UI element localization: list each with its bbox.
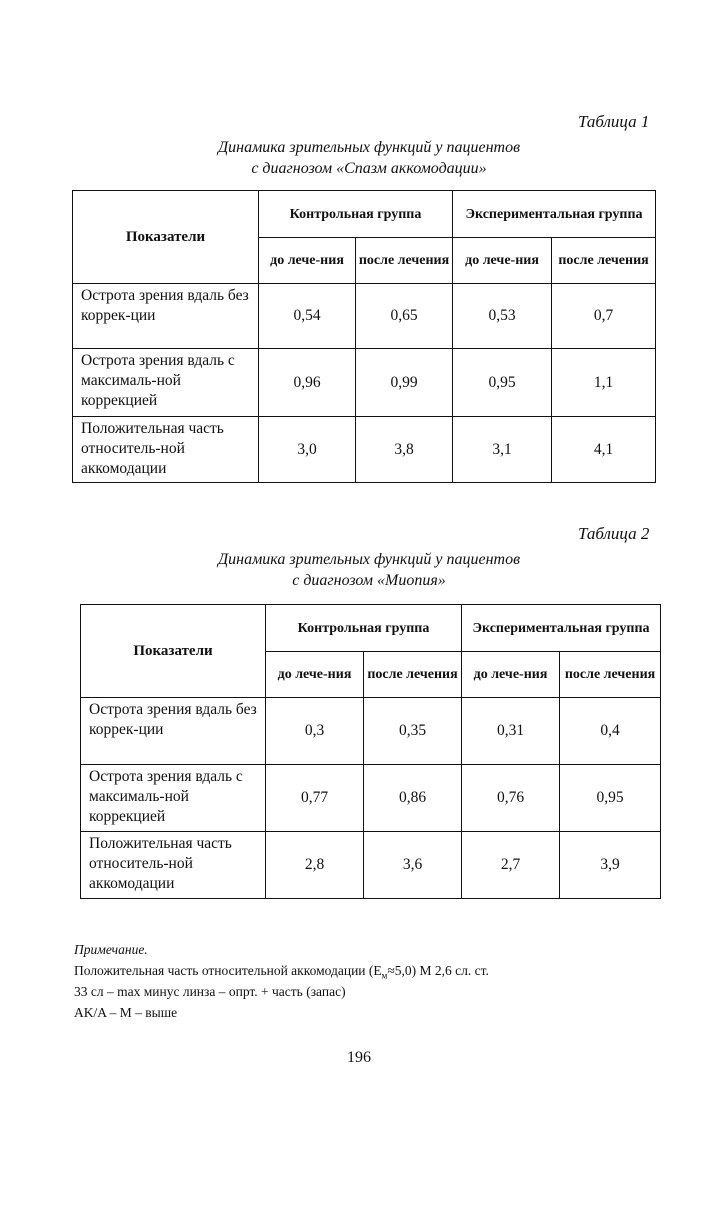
value-cell: 3,6 xyxy=(364,832,462,899)
value-cell: 0,54 xyxy=(259,284,356,349)
note-line-1-subscript: м xyxy=(381,970,388,981)
table-row xyxy=(73,417,656,483)
value-cell: 0,65 xyxy=(356,284,453,349)
row-name: Острота зрения вдаль с максималь-ной коррекцией xyxy=(81,765,266,832)
value-cell: 3,8 xyxy=(356,417,453,483)
value-cell: 0,95 xyxy=(560,765,661,832)
note-line-3: AK/A – M – выше xyxy=(74,1005,178,1020)
value-cell: 0,31 xyxy=(462,698,560,765)
note-title-text: Примечание. xyxy=(74,942,148,957)
table-row xyxy=(81,832,661,899)
header-control-after: после лечения xyxy=(364,652,462,698)
value-cell: 2,8 xyxy=(266,832,364,899)
header-indicators: Показатели xyxy=(81,605,266,698)
header-experimental-before: до лече-ния xyxy=(462,652,560,698)
value-cell: 0,99 xyxy=(356,349,453,417)
note-line-1-part-b: ≈5,0) М 2,6 сл. ст. xyxy=(387,963,489,978)
note-title xyxy=(74,939,148,960)
table-2-label: Таблица 2 xyxy=(578,524,650,543)
value-cell: 0,7 xyxy=(552,284,656,349)
value-cell: 0,96 xyxy=(259,349,356,417)
note-line-1-part-a: Положительная часть относительной аккомодации (E xyxy=(74,963,382,978)
value-cell: 1,1 xyxy=(552,349,656,417)
table-row xyxy=(73,284,656,349)
table-1-label: Таблица 1 xyxy=(578,112,650,131)
table-row xyxy=(81,765,661,832)
header-experimental-group: Экспериментальная группа xyxy=(462,605,661,652)
value-cell: 0,53 xyxy=(453,284,552,349)
row-name: Острота зрения вдаль с максималь-ной коррекцией xyxy=(73,349,259,417)
header-experimental-after: после лечения xyxy=(560,652,661,698)
value-cell: 0,77 xyxy=(266,765,364,832)
value-cell: 3,9 xyxy=(560,832,661,899)
table-2-caption-line-2: с диагнозом «Миопия» xyxy=(292,572,446,589)
table-1-caption-line-1: Динамика зрительных функций у пациентов xyxy=(217,139,521,156)
header-experimental-group: Экспериментальная группа xyxy=(453,191,656,238)
table-2-caption-line-1: Динамика зрительных функций у пациентов xyxy=(217,551,521,568)
value-cell: 4,1 xyxy=(552,417,656,483)
table-1 xyxy=(72,190,656,483)
value-cell: 3,0 xyxy=(259,417,356,483)
note-line-2: 33 сл – max минус линза – опрт. + часть (запас) xyxy=(74,984,346,999)
header-control-after: после лечения xyxy=(356,238,453,284)
value-cell: 0,3 xyxy=(266,698,364,765)
page-number: 196 xyxy=(347,1049,371,1066)
header-indicators: Показатели xyxy=(73,191,259,284)
row-name: Острота зрения вдаль без коррек-ции xyxy=(73,284,259,349)
header-control-before: до лече-ния xyxy=(259,238,356,284)
table-2 xyxy=(80,604,661,899)
value-cell: 0,76 xyxy=(462,765,560,832)
header-control-before: до лече-ния xyxy=(266,652,364,698)
header-experimental-after: после лечения xyxy=(552,238,656,284)
table-1-caption-line-2: с диагнозом «Спазм аккомодации» xyxy=(251,160,487,177)
value-cell: 0,95 xyxy=(453,349,552,417)
value-cell: 3,1 xyxy=(453,417,552,483)
header-control-group: Контрольная группа xyxy=(266,605,462,652)
value-cell: 2,7 xyxy=(462,832,560,899)
value-cell: 0,86 xyxy=(364,765,462,832)
row-name: Острота зрения вдаль без коррек-ции xyxy=(81,698,266,765)
row-name: Положительная часть относитель-ной аккомодации xyxy=(81,832,266,899)
value-cell: 0,4 xyxy=(560,698,661,765)
value-cell: 0,35 xyxy=(364,698,462,765)
header-experimental-before: до лече-ния xyxy=(453,238,552,284)
header-control-group: Контрольная группа xyxy=(259,191,453,238)
table-row xyxy=(73,349,656,417)
table-row xyxy=(81,698,661,765)
row-name: Положительная часть относитель-ной аккомодации xyxy=(73,417,259,483)
